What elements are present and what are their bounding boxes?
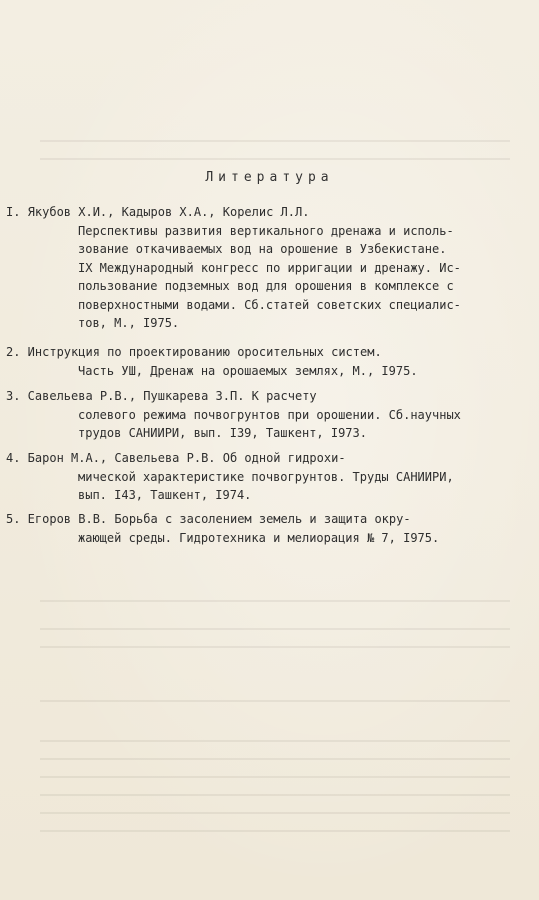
- show-through-line: [40, 830, 510, 832]
- show-through-line: [40, 628, 510, 630]
- show-through-line: [40, 646, 510, 648]
- reference-line: IX Международный конгресс по ирригации и дренажу. Ис-: [78, 260, 461, 275]
- show-through-line: [40, 758, 510, 760]
- reference-line: Перспективы развития вертикального дренажа и исполь-: [78, 223, 454, 238]
- reference-line: вып. I43, Ташкент, I974.: [78, 488, 252, 502]
- reference-item-2: [6, 343, 506, 380]
- reference-line: мической характеристике почвогрунтов. Труды САНИИРИ,: [78, 469, 454, 484]
- reference-line: 5. Егоров В.В. Борьба с засолением земель и защита окру-: [6, 512, 411, 526]
- page-title: Литература: [205, 170, 334, 185]
- reference-line: Часть УШ, Дренаж на орошаемых землях, М., I975.: [78, 363, 418, 378]
- reference-line: 2. Инструкция по проектированию оросительных систем.: [6, 345, 382, 359]
- reference-line: трудов САНИИРИ, вып. I39, Ташкент, I973.: [78, 426, 367, 440]
- reference-line: пользование подземных вод для орошения в комплексе с: [78, 279, 454, 293]
- show-through-line: [40, 794, 510, 796]
- show-through-line: [40, 776, 510, 778]
- reference-item-1: [6, 203, 506, 333]
- reference-line: поверхностными водами. Сб.статей советских специалис-: [78, 297, 461, 312]
- show-through-line: [40, 700, 510, 702]
- show-through-line: [40, 740, 510, 742]
- reference-line: 4. Барон М.А., Савельева Р.В. Об одной гидрохи-: [6, 451, 346, 465]
- show-through-line: [40, 812, 510, 814]
- reference-line: зование откачиваемых вод на орошение в Узбекистане.: [78, 242, 447, 256]
- reference-line: солевого режима почвогрунтов при орошении. Сб.научных: [78, 407, 461, 422]
- show-through-line: [40, 600, 510, 602]
- reference-line: жающей среды. Гидротехника и мелиорация № 7, I975.: [78, 530, 440, 545]
- reference-item-5: [6, 510, 506, 547]
- reference-line: I. Якубов Х.И., Кадыров Х.А., Корелис Л.Л.: [6, 205, 310, 219]
- reference-item-3: [6, 387, 506, 443]
- show-through-line: [40, 158, 510, 160]
- reference-item-4: [6, 449, 506, 505]
- reference-line: тов, М., I975.: [78, 316, 180, 330]
- show-through-line: [40, 140, 510, 142]
- reference-line: 3. Савельева Р.В., Пушкарева З.П. К расчету: [6, 389, 317, 403]
